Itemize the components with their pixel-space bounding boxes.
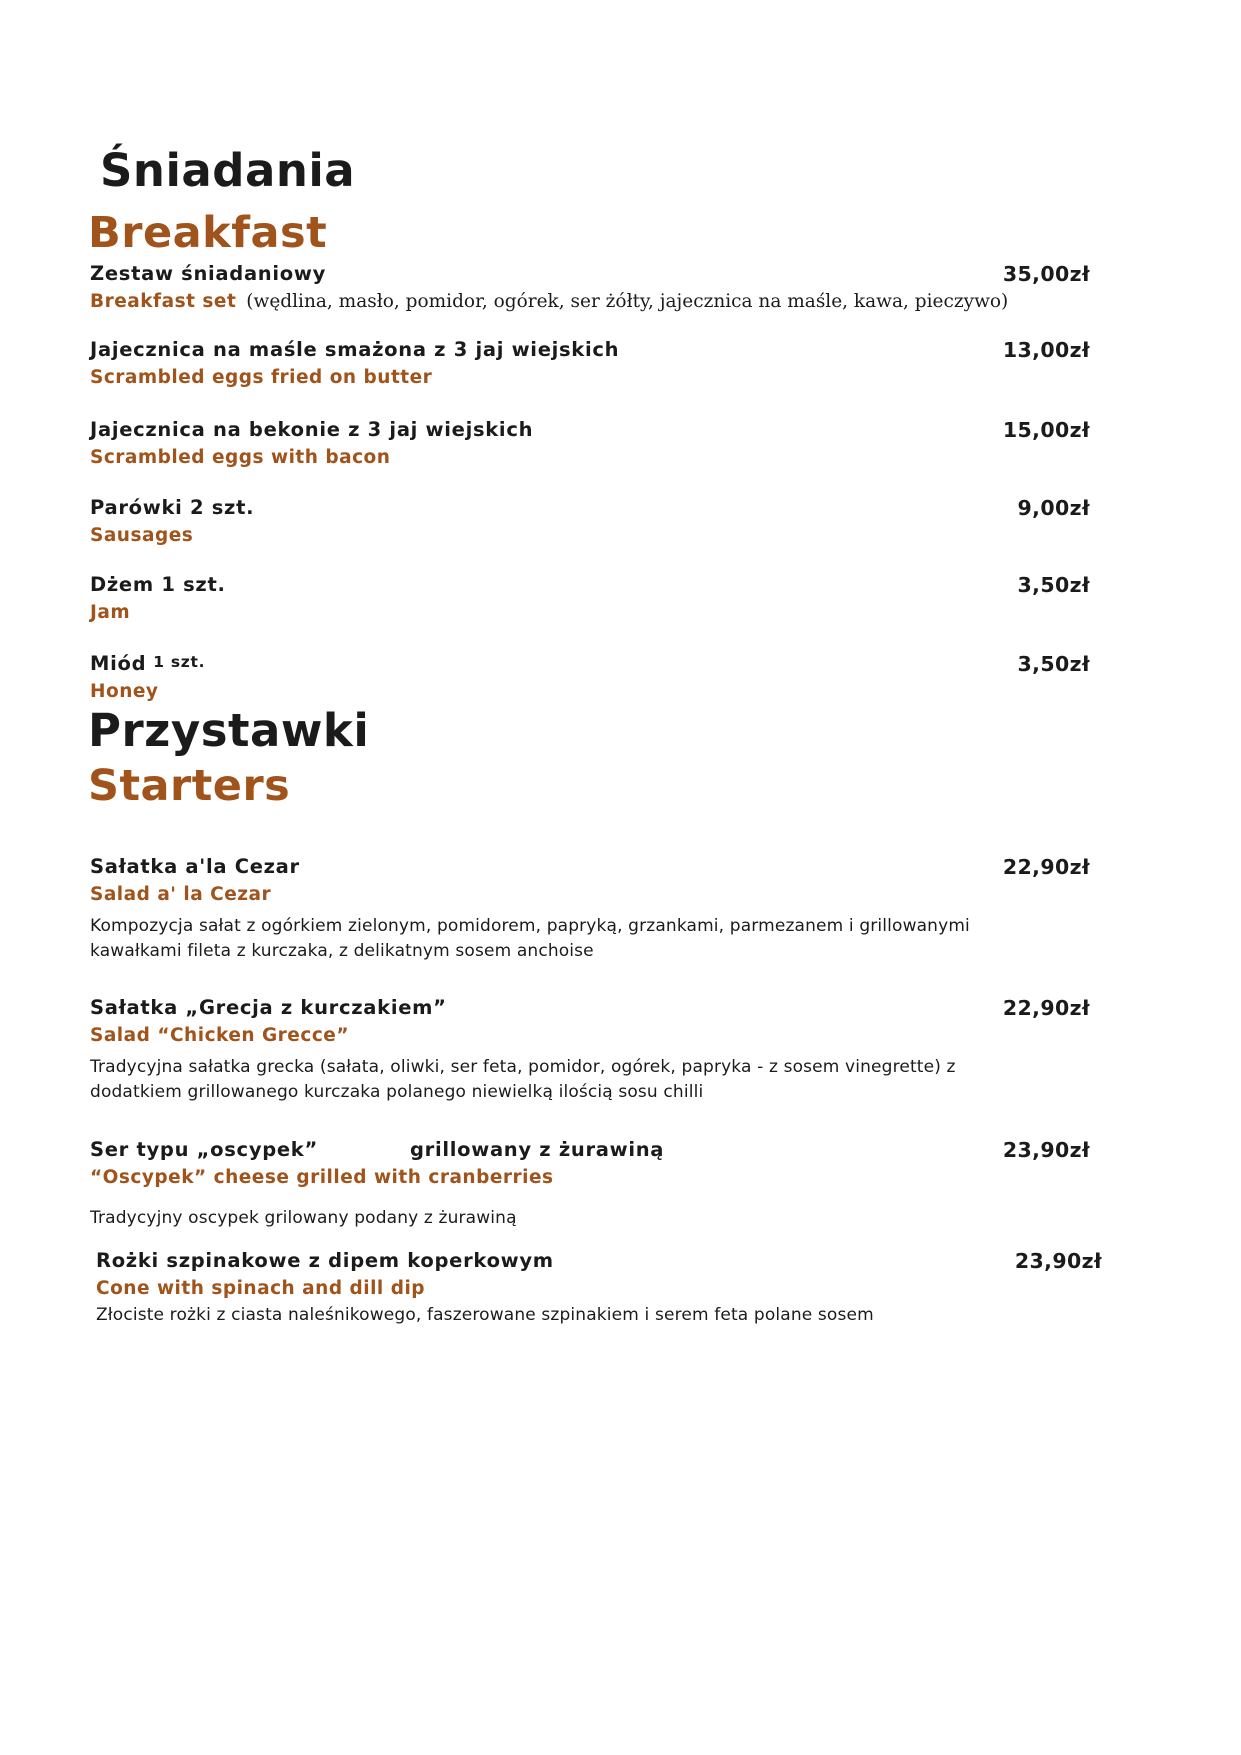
item-price: 23,90zł (1002, 1138, 1090, 1162)
item-translation-line (90, 291, 1090, 312)
item-name-pl: Jajecznica na maśle smażona z 3 jaj wiejskich (90, 338, 620, 361)
item-name-pl-main: Miód (90, 652, 147, 675)
menu-item-row (90, 1138, 1090, 1163)
menu-item-sausages (90, 496, 1090, 548)
menu-item-row (90, 262, 1090, 287)
menu-item-row (90, 652, 1090, 677)
item-name-pl: Rożki szpinakowe z dipem koperkowym (96, 1249, 554, 1272)
menu-item-scrambled-eggs-butter (90, 338, 1090, 390)
menu-item-row (90, 496, 1090, 521)
section-heading-starters-en: Starters (88, 761, 291, 811)
item-price: 3,50zł (1017, 573, 1090, 597)
menu-item-row (90, 338, 1090, 363)
item-price: 9,00zł (1017, 496, 1090, 520)
item-name-pl: Parówki 2 szt. (90, 496, 255, 519)
section-heading-breakfast-en: Breakfast (88, 208, 328, 258)
item-description: Tradycyjna sałatka grecka (sałata, oliwki, ser feta, pomidor, ogórek, papryka - z sosem vinegrette) z dodatkiem grillowanego kurczaka polanego niewielką ilością sosu chilli (90, 1057, 956, 1102)
menu-item-row (90, 996, 1090, 1021)
menu-item-honey (90, 652, 1090, 704)
item-description: Kompozycja sałat z ogórkiem zielonym, pomidorem, papryką, grzankami, parmezanem i grillowanymi kawałkami fileta z kurczaka, z delikatnym sosem anchoise (90, 916, 970, 961)
item-name-en: “Oscypek” cheese grilled with cranberries (90, 1166, 554, 1188)
section-heading-breakfast-pl: Śniadania (100, 144, 356, 197)
item-price: 22,90zł (1002, 996, 1090, 1020)
item-name-en: Breakfast set (90, 290, 237, 312)
item-name-pl: Jajecznica na bekonie z 3 jaj wiejskich (90, 418, 534, 441)
menu-item-row (90, 418, 1090, 443)
item-price: 13,00zł (1002, 338, 1090, 362)
menu-item-row (90, 855, 1090, 880)
menu-item-spinach-cone (96, 1249, 1102, 1328)
item-name-pl: Zestaw śniadaniowy (90, 262, 326, 285)
menu-item-row (90, 573, 1090, 598)
menu-item-scrambled-eggs-bacon (90, 418, 1090, 470)
item-description: Złociste rożki z ciasta naleśnikowego, faszerowane szpinakiem i serem feta polane sosem (96, 1305, 874, 1325)
item-name-pl-part1: Ser typu „oscypek” (90, 1138, 318, 1161)
item-name-en: Jam (90, 601, 131, 623)
item-price: 23,90zł (1014, 1249, 1102, 1273)
item-name-en: Scrambled eggs fried on butter (90, 366, 433, 388)
item-name-en: Scrambled eggs with bacon (90, 446, 391, 468)
item-name-en: Cone with spinach and dill dip (96, 1277, 426, 1299)
item-name-pl: Sałatka a'la Cezar (90, 855, 300, 878)
section-heading-starters-pl: Przystawki (88, 704, 370, 757)
menu-item-oscypek-cheese (90, 1138, 1090, 1231)
item-name-pl-part2: grillowany z żurawiną (410, 1138, 665, 1161)
item-name-pl (90, 652, 205, 677)
item-price: 22,90zł (1002, 855, 1090, 879)
item-name-en: Honey (90, 680, 159, 702)
item-name-pl (90, 1138, 664, 1163)
item-name-pl: Dżem 1 szt. (90, 573, 226, 596)
item-description: Tradycyjny oscypek grilowany podany z żurawiną (90, 1208, 517, 1228)
item-price: 15,00zł (1002, 418, 1090, 442)
menu-item-greek-chicken-salad (90, 996, 1090, 1104)
menu-item-caesar-salad (90, 855, 1090, 963)
item-name-en: Sausages (90, 524, 194, 546)
item-inline-description: (wędlina, masło, pomidor, ogórek, ser żółty, jajecznica na maśle, kawa, pieczywo) (246, 290, 1009, 312)
menu-item-jam (90, 573, 1090, 625)
item-name-pl: Sałatka „Grecja z kurczakiem” (90, 996, 447, 1019)
menu-item-row (96, 1249, 1102, 1274)
item-price: 35,00zł (1002, 262, 1090, 286)
item-name-en: Salad “Chicken Grecce” (90, 1024, 349, 1046)
menu-item-breakfast-set (90, 262, 1090, 312)
item-name-en: Salad a' la Cezar (90, 883, 272, 905)
item-name-pl-quantity: 1 szt. (153, 653, 206, 671)
item-price: 3,50zł (1017, 652, 1090, 676)
